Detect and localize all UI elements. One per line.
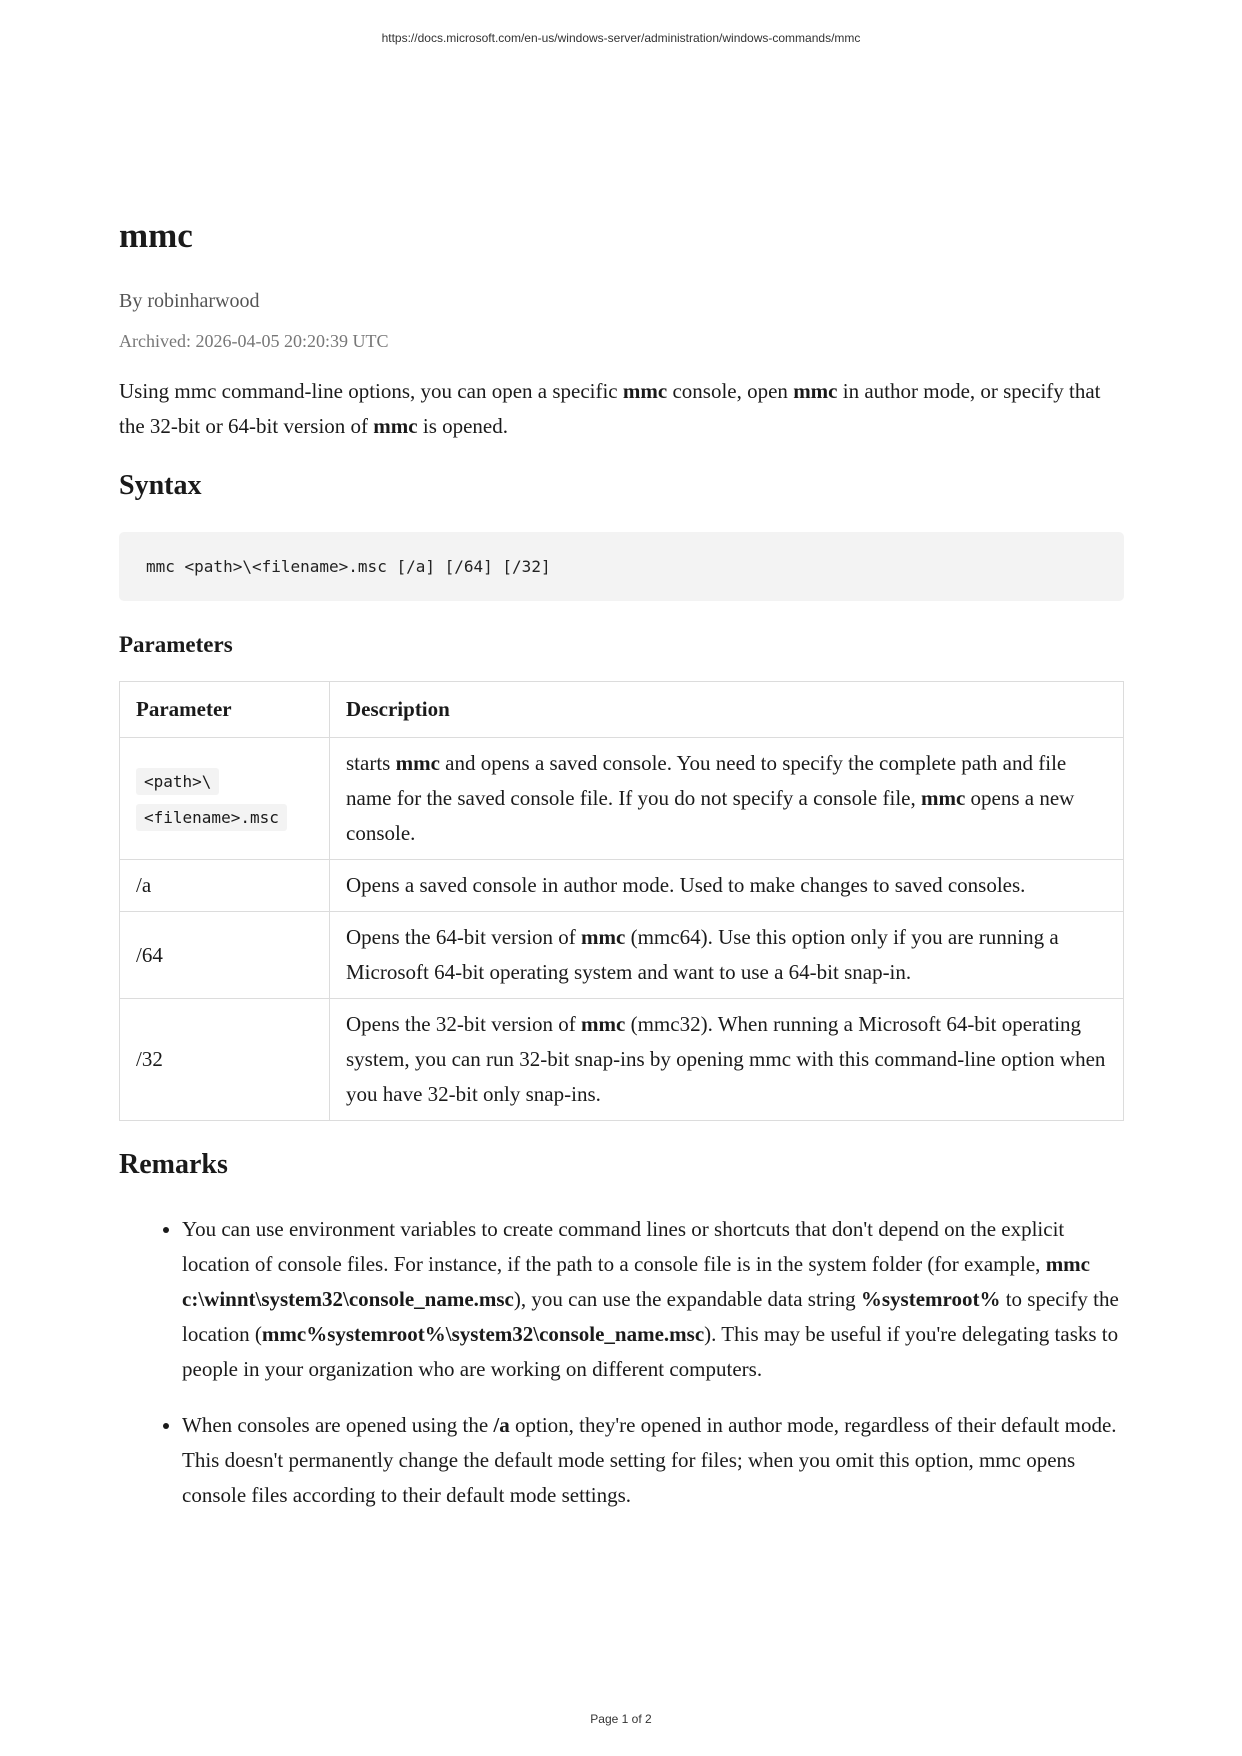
parameter-code: <path>\ — [136, 768, 219, 795]
description-bold: mmc — [920, 786, 966, 811]
parameter-cell: /a — [120, 860, 330, 912]
parameters-heading: Parameters — [119, 632, 233, 658]
remark-bold: /a — [493, 1412, 510, 1437]
page-number: Page 1 of 2 — [590, 1712, 652, 1726]
list-item — [182, 1212, 1124, 1387]
description-bold: mmc — [581, 1012, 626, 1037]
parameters-table — [119, 681, 1124, 1121]
parameter-cell: /32 — [120, 999, 330, 1121]
remark-text: ). This may be useful if you're delegating tasks to people in your organization who are working on different computers. — [182, 1321, 1119, 1381]
column-header-description: Description — [330, 682, 1124, 738]
intro-bold: mmc — [373, 413, 418, 438]
table-row — [120, 738, 1124, 860]
intro-text: in author mode, or specify that the 32-bit or 64-bit version of — [119, 378, 1101, 438]
description-text: Opens the 32-bit version of — [346, 1012, 582, 1037]
description-text: and opens a saved console. You need to specify the complete path and file name for the saved console file. If you do not specify a console file, — [346, 751, 1067, 811]
intro-text: console, open — [667, 378, 794, 403]
article — [119, 205, 1124, 1534]
table-row — [120, 999, 1124, 1121]
table-header-row — [120, 682, 1124, 738]
table-row — [120, 912, 1124, 999]
intro-bold: mmc — [622, 378, 668, 403]
remark-text: You can use environment variables to create command lines or shortcuts that don't depend on the explicit location of console files. For instance, if the path to a console file is in the system folder (for example, — [182, 1216, 1065, 1276]
parameter-cell — [120, 738, 330, 860]
archived-timestamp: Archived: 2026-04-05 20:20:39 UTC — [119, 330, 389, 351]
author-byline: By robinharwood — [119, 289, 260, 312]
description-cell — [330, 999, 1124, 1121]
page-title: mmc — [119, 216, 193, 255]
intro-text: Using mmc command-line options, you can open a specific — [119, 378, 623, 403]
syntax-heading: Syntax — [119, 469, 202, 501]
remark-text: to specify the location ( — [182, 1286, 1119, 1346]
remark-text: When consoles are opened using the — [182, 1412, 494, 1437]
remark-bold: %systemroot% — [860, 1286, 1001, 1311]
description-text: Opens the 64-bit version of — [346, 925, 582, 950]
page-url: https://docs.microsoft.com/en-us/windows-server/administration/windows-commands/mmc — [381, 31, 861, 45]
syntax-code: mmc <path>\<filename>.msc [/a] [/64] [/32] — [146, 557, 551, 577]
syntax-code-block[interactable] — [119, 532, 1124, 601]
intro-bold: mmc — [793, 378, 838, 403]
description-cell — [330, 738, 1124, 860]
table-row — [120, 860, 1124, 912]
remarks-heading: Remarks — [119, 1149, 228, 1181]
description-text: (mmc32). When running a Microsoft 64-bit operating system, you can run 32-bit snap-ins by opening mmc with this command-line option when you have 32-bit only snap-ins. — [346, 1012, 1106, 1107]
remark-bold: mmc c:\winnt\system32\console_name.msc — [182, 1251, 1090, 1311]
description-text: starts — [346, 751, 396, 776]
description-bold: mmc — [395, 751, 440, 776]
description-bold: mmc — [581, 925, 626, 950]
parameter-cell: /64 — [120, 912, 330, 999]
description-text: opens a new console. — [346, 786, 1075, 846]
parameter-code: <filename>.msc — [136, 804, 287, 831]
intro-text: is opened. — [417, 413, 509, 438]
remark-bold: mmc%systemroot%\system32\console_name.msc — [261, 1321, 705, 1346]
remarks-list — [119, 1212, 1124, 1513]
column-header-parameter: Parameter — [120, 682, 330, 738]
description-cell — [330, 912, 1124, 999]
list-item — [182, 1408, 1124, 1513]
remark-text: ), you can use the expandable data string — [513, 1286, 861, 1311]
description-text: (mmc64). Use this option only if you are running a Microsoft 64-bit operating system and want to use a 64-bit snap-in. — [346, 925, 1059, 985]
remark-text: option, they're opened in author mode, regardless of their default mode. This doesn't permanently change the default mode setting for files; when you omit this option, mmc opens console files according to their default mode settings. — [182, 1412, 1117, 1507]
intro-paragraph — [119, 374, 1124, 444]
description-cell: Opens a saved console in author mode. Used to make changes to saved consoles. — [330, 860, 1124, 912]
